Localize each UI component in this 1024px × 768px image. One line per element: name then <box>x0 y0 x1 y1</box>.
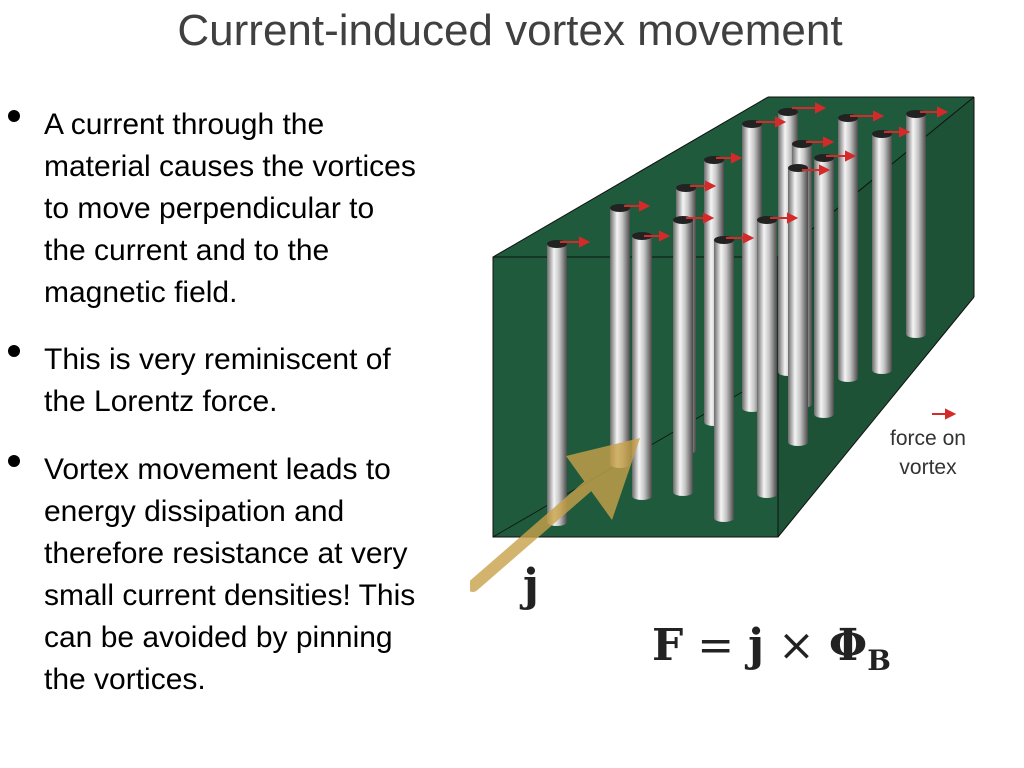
bullet-item <box>44 449 494 701</box>
formula-equals: = <box>683 620 749 671</box>
bullet-text: Vortex movement leads to energy dissipation and therefore resistance at very small current densities! This can be avoided by pinning the vortices. <box>44 453 416 696</box>
current-density-label: j <box>523 560 539 611</box>
vortex-cylinder <box>673 216 693 496</box>
vortex-diagram <box>470 90 1010 690</box>
vortex-cylinder <box>610 204 630 468</box>
vortex-cylinder <box>906 110 926 338</box>
slide-title: Current-induced vortex movement <box>177 6 843 55</box>
bullet-icon <box>8 110 20 122</box>
formula-current: j <box>748 620 765 671</box>
bullet-icon <box>8 455 20 467</box>
vortex-cylinder <box>714 236 734 522</box>
formula-subscript: B <box>867 644 891 677</box>
vortex-cylinder <box>872 130 892 374</box>
bullet-item <box>44 339 494 423</box>
bullet-text: A current through the material causes the vortices to move perpendicular to the current and to the magnetic field. <box>44 108 416 309</box>
formula-flux: Φ <box>828 620 868 671</box>
formula-times: × <box>764 620 829 671</box>
vortex-cylinder <box>814 154 834 418</box>
bullet-text: This is very reminiscent of the Lorentz force. <box>44 343 391 418</box>
bullet-icon <box>8 345 20 357</box>
vortex-cylinder <box>547 240 567 526</box>
force-on-vortex-label: force on vortex <box>890 427 966 479</box>
vortex-cylinder <box>632 232 652 500</box>
lorentz-force-formula <box>652 620 891 677</box>
vortex-cylinder <box>757 216 777 498</box>
vortex-cylinder <box>788 164 808 446</box>
bullet-item <box>44 104 494 314</box>
formula-force: F <box>652 620 684 671</box>
force-arrow-icon <box>932 410 954 418</box>
